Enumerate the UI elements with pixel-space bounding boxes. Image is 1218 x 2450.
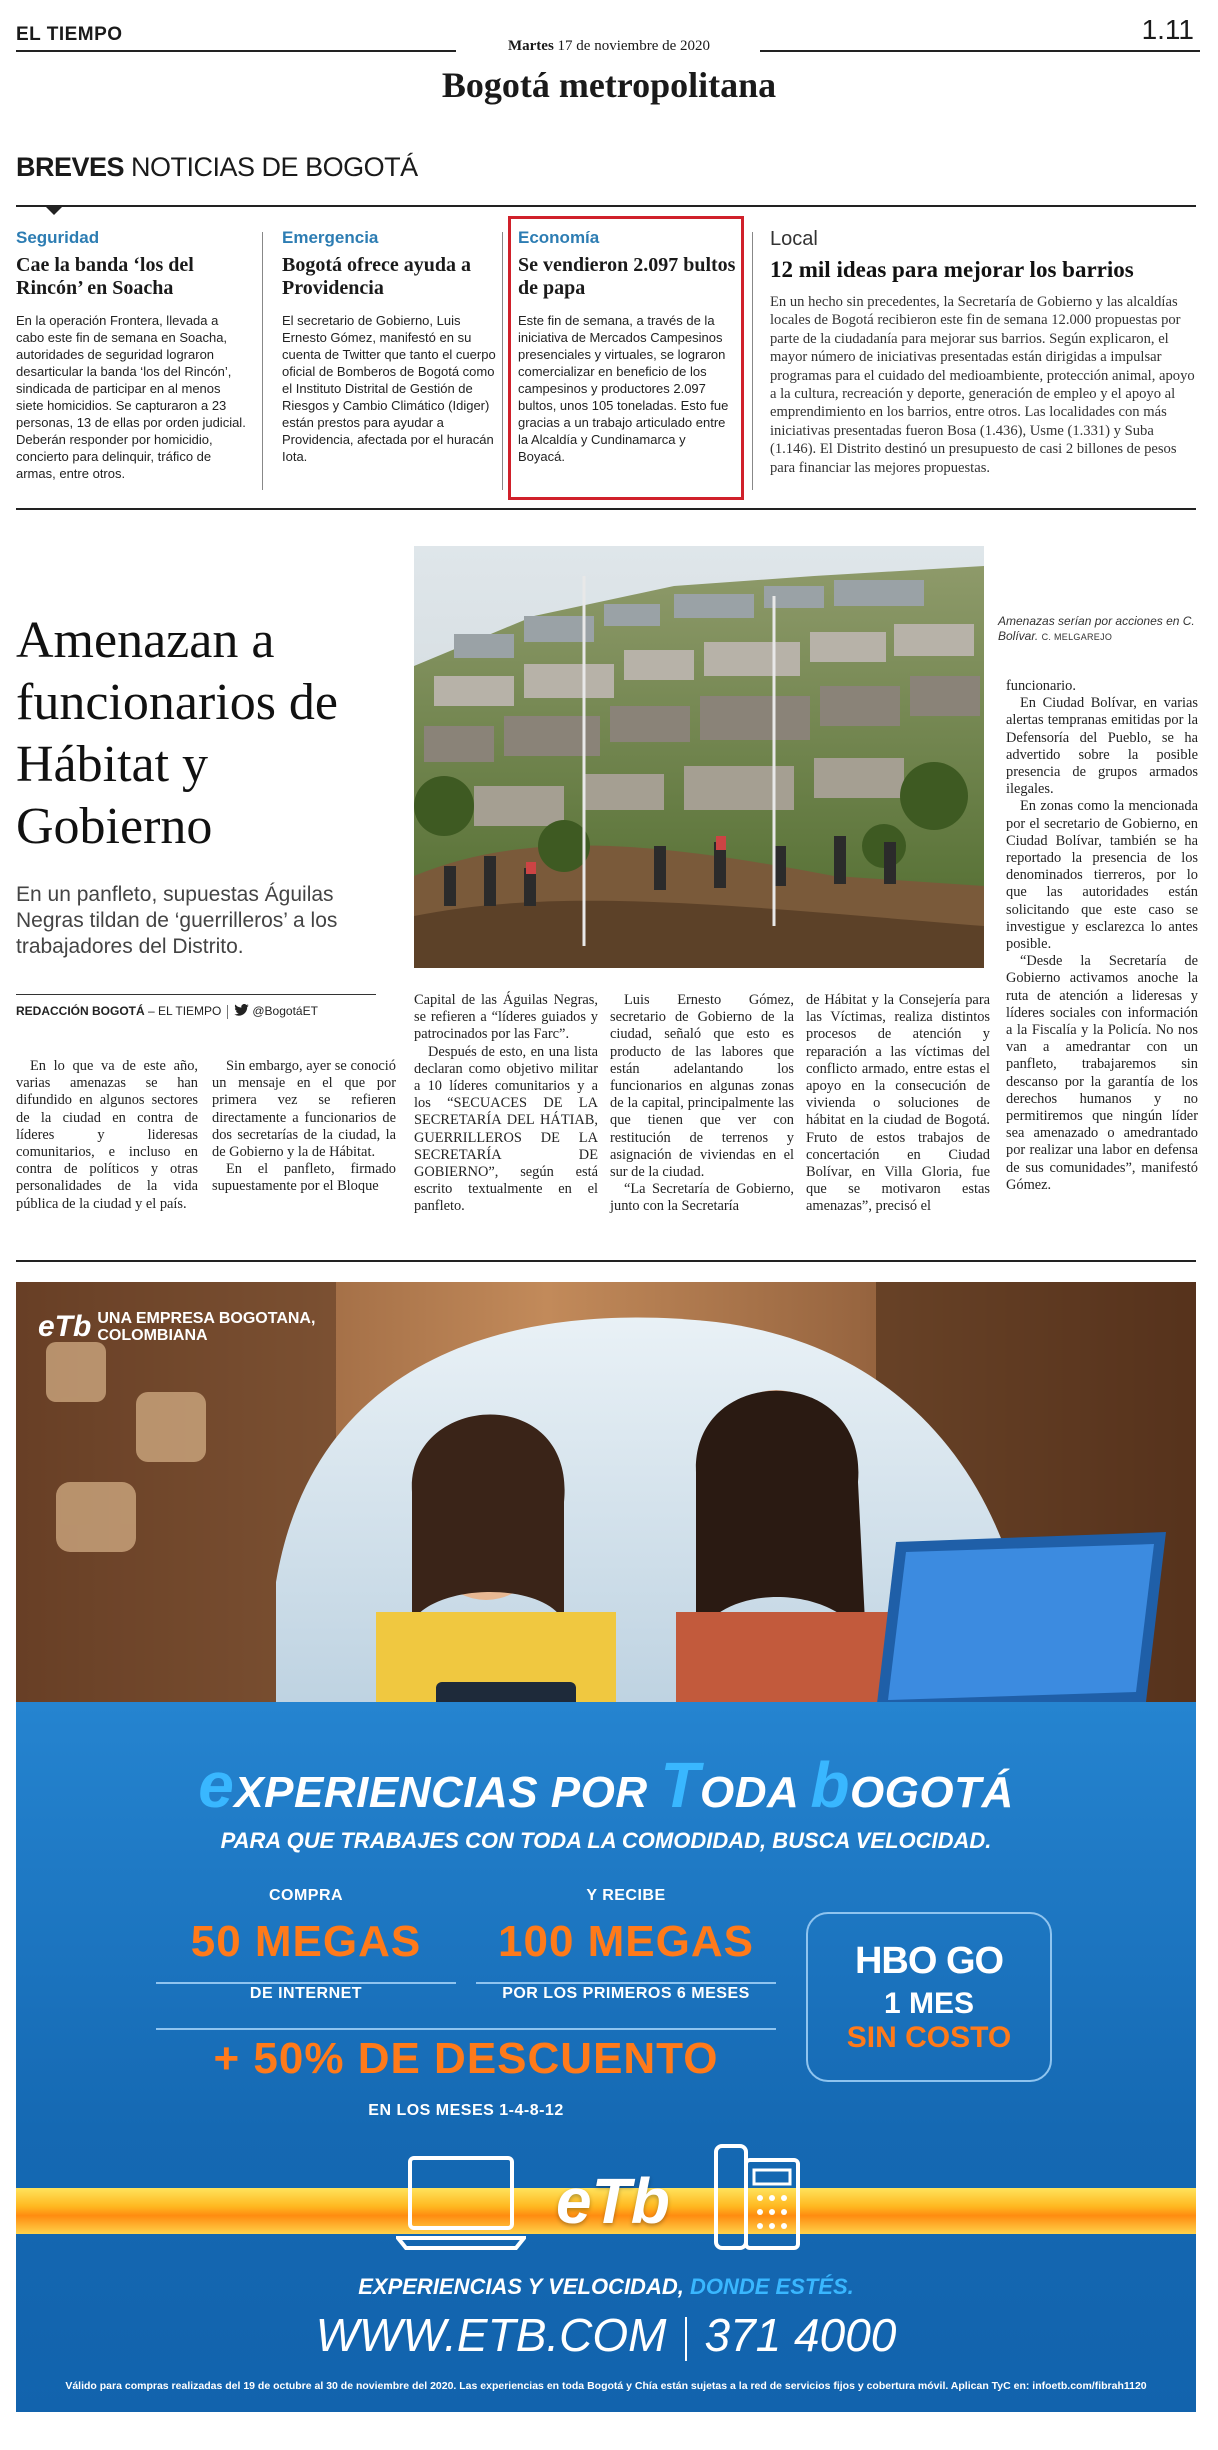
story-column-6: funcionario. En Ciudad Bolívar, en varias alertas tempranas emitidas por la Defensoría del Pueblo, se ha advertido sobre la posible presencia de grupos armados ilegales. En zonas como la mencionada por el secretario de Gobierno, en Ciudad Bolívar, también se ha reportado la presencia de los denominados tierreros, por lo que las autoridades están solicitando que este caso se investigue y esclarezca lo antes posible. “Desde la Secretaría de Gobierno activamos anoche la ruta de atención a lideresas y líderes sociales con información a la Fiscalía y la Policía. No nos van a amedrantar con un panfleto, trabajaremos sin descanso por la garantía de los derechos humanos y no permitiremos que ningún líder sea amenazado o amedrantado por realizar una labor en defensa de sus comunidades”, manifestó Gómez. [1006,678,1198,1193]
phone-icon [712,2142,802,2252]
hbo-go-offer: HBO GO 1 MES SIN COSTO [806,1912,1052,2082]
brief-headline[interactable]: 12 mil ideas para mejorar los barrios [770,257,1134,282]
twitter-icon [234,1004,249,1016]
ad-website-link[interactable]: WWW.ETB.COM [315,2309,667,2361]
newspaper-logo: EL TIEMPO [16,24,123,45]
brief-kicker: Seguridad [16,228,100,247]
brief-body: En un hecho sin precedentes, la Secretaría de Gobierno y las alcaldías locales de Bogotá recibieron este fin de semana 12.000 propuestas por parte de la ciudadanía para mejorar sus barrios. Según explicaron, el mayor número de iniciativas presentadas están dirigidas a impulsar programas para el cuidado del medioambiente, protección animal, apoyo a la cultura, recreación y deporte, generación de empleo y el apoyo al emprendimiento en los barrios, entre otros. Las localidades con más iniciativas presentadas fueron Bosa (1.436), Usme (1.331) y Suba (1.146). El Distrito destinó un presupuesto de casi 2 billones de pesos para financiar las mejores propuestas. [770,294,1195,476]
ad-tagline: EXPERIENCIAS Y VELOCIDAD, DONDE ESTÉS. [358,2274,854,2299]
brief-economia[interactable] [518,228,736,465]
section-rule [16,1260,1196,1262]
offer-buy: COMPRA 50 MEGAS DE INTERNET [190,1887,422,2002]
brief-kicker: Emergencia [282,228,379,247]
etb-advertisement[interactable] [16,1282,1196,2412]
brief-body: El secretario de Gobierno, Luis Ernesto Gómez, manifestó en su cuenta de Twitter que tanto el cuerpo oficial de Bomberos de Bogotá como el Instituto Distrital de Gestión de Riesgos y Cambio Climático (Idiger) están prestos para ayudar a Providencia, afectada por el huracán Iota. [282,313,496,464]
page-number: 1.11 [1141,14,1194,45]
brief-seguridad[interactable] [16,228,246,482]
brief-emergencia[interactable] [282,228,500,465]
photo-caption: Amenazas serían por acciones en C. Bolívar. C. MELGAREJO [998,614,1195,643]
twitter-handle[interactable]: @BogotáET [252,1004,318,1018]
story-deck: En un panfleto, supuestas Águilas Negras tildan de ‘guerrilleros’ a los trabajadores del Distrito. [16,883,338,958]
brief-headline[interactable]: Bogotá ofrece ayuda a Providencia [282,254,472,299]
ad-subhead: PARA QUE TRABAJES CON TODA LA COMODIDAD, BUSCA VELOCIDAD. [220,1828,992,1853]
ad-headline: eXPERIENCIAS POR TODA bOGOTÁ [198,1749,1014,1821]
brief-local[interactable] [770,228,1198,477]
section-title: Bogotá metropolitana [441,65,777,105]
brief-body: Este fin de semana, a través de la iniciativa de Mercados Campesinos presenciales y virtuales, se lograron comercializar en beneficio de los campesinos y productores 2.097 bultos, unos 105 toneladas. Esto fue gracias a un trabajo articulado entre la Alcaldía y Cundinamarca y Boyacá. [518,313,729,464]
byline: REDACCIÓN BOGOTÁ – EL TIEMPO @BogotáET [16,1004,318,1018]
column-divider [752,232,753,490]
brief-body: En la operación Frontera, llevada a cabo este fin de semana en Soacha, autoridades de seguridad lograron desarticular la banda ‘los del Rincón’, sindicada de participar en al menos siete homicidios. Se capturaron a 23 personas, 13 de ellas por orden judicial. Deberán responder por homicidio, concierto para delinquir, tráfico de armas, entre otros. [16,313,246,481]
laptop-icon [396,2154,526,2254]
story-column-1: En lo que va de este año, varias amenazas se han difundido en algunos sectores de la ciudad en contra de líderes y lideresas comunitarios, e incluso en contra de políticos y otras personalidades de la vida pública de la ciudad y el país. [16,1058,198,1212]
masthead [0,0,1218,150]
brief-kicker: Economía [518,228,600,247]
brief-headline[interactable]: Se vendieron 2.097 bultos de papa [518,254,736,299]
page-date: Martes 17 de noviembre de 2020 [507,38,711,54]
section-rule [16,508,1196,510]
story-photo [414,546,984,968]
ad-phone[interactable]: 371 4000 [704,2309,897,2361]
brief-headline[interactable]: Cae la banda ‘los del Rincón’ en Soacha [16,254,194,299]
byline-rule [16,994,376,995]
breves-heading: BREVES NOTICIAS DE BOGOTÁ [16,152,418,182]
offer-divider [156,1982,456,1984]
breves-notch [44,205,64,215]
ad-photo [16,1282,1196,1752]
offer-divider [476,1982,776,1984]
brief-kicker: Local [770,228,818,250]
hbo-go-logo: HBO GO [854,1940,1004,1982]
story-column-4: Luis Ernesto Gómez, secretario de Gobierno de la ciudad, señaló que esto es producto de las labores que están adelantando los funcionarios en algunas zonas de la capital, principalmente las que tienen que ver con restitución de terrenos y asignación de viviendas en el sur de la ciudad. “La Secretaría de Gobierno, junto con la Secretaría [610,992,794,1215]
column-divider [502,232,503,490]
offer-divider [156,2028,776,2030]
ad-brand: eTb UNA EMPRESA BOGOTANA, COLOMBIANA [38,1310,316,1344]
ad-contact [16,2308,1196,2362]
column-divider [262,232,263,490]
offer-discount: + 50% DE DESCUENTO EN LOS MESES 1-4-8-12 [213,2034,719,2119]
ad-legal-text: Válido para compras realizadas del 19 de octubre al 30 de noviembre del 2020. Las experiencias en toda Bogotá y Chía están sujetas a la red de servicios fijos y cobertura móvil. Aplican TyC en: infoetb.com/fibrah1120 [65,2380,1147,2392]
etb-logo: eTb [556,2165,670,2237]
offer-get: Y RECIBE 100 MEGAS POR LOS PRIMEROS 6 MESES [498,1887,754,2002]
story-headline[interactable]: Amenazan a funcionarios de Hábitat y Gobierno [16,612,339,855]
story-column-5: de Hábitat y la Consejería para las Víctimas, realiza distintos procesos de atención y reparación a las víctimas del conflicto armado, entre estas el apoyo en la consecución de vivienda o soluciones de hábitat en la ciudad de Bogotá. Fruto de estos trabajos de concertación en Ciudad Bolívar, en Villa Gloria, fue que se motivaron estas amenazas”, precisó el [806,992,990,1215]
etb-mini-logo: eTb [38,1310,92,1343]
story-column-2: Sin embargo, ayer se conoció un mensaje en el que por primera vez se refieren directamente a funcionarios de dos secretarías de la ciudad, la de Gobierno y la de Hábitat. En el panfleto, firmado supuestamente por el Bloque [212,1058,396,1195]
breves-rule [16,205,1196,207]
story-column-3: Capital de las Águilas Negras, se refieren a “líderes guiados y patrocinados por las Farc”. Después de esto, en una lista declaran como objetivo militar a 10 líderes comunitarios y a los “SECUACES DE LA SECRETARÍA DEL HÁTIAB, GUERRILLEROS DE LA SECRETARÍA DE GOBIERNO”, según está escrito textualmente en el panfleto. [414,992,598,1215]
